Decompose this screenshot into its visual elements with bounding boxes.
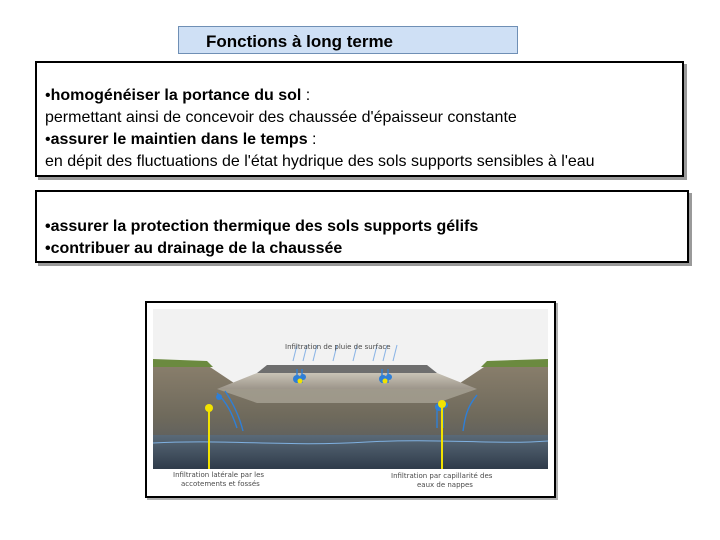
cross-section-illustration (147, 303, 554, 496)
base-layer (217, 373, 477, 389)
protection-drainage-box (35, 190, 689, 263)
bullet-homogenize-bold: homogénéiser la portance du sol (50, 87, 302, 104)
label-capillary-infiltration-1: Infiltration par capillarité des (391, 472, 493, 480)
label-lateral-infiltration-2: accotements et fossés (181, 480, 260, 488)
bullet-homogenize (45, 85, 682, 107)
bullet-maintain (45, 129, 682, 151)
capping-layer (217, 389, 477, 403)
label-surface-infiltration: Infiltration de pluie de surface (285, 343, 391, 351)
marker-dot-surface-left (298, 379, 303, 384)
surface-layer (257, 365, 437, 373)
title-box (178, 26, 518, 54)
label-capillary-infiltration-2: eaux de nappes (417, 481, 473, 489)
bullet-maintain-bold: assurer le maintien dans le temps (50, 131, 308, 148)
bullet-thermal-protection: •assurer la protection thermique des sols supports gélifs (45, 218, 479, 235)
road-cross-section-figure (145, 301, 556, 498)
bullet-homogenize-rest: : (301, 87, 311, 104)
homogenize-detail: permettant ainsi de concevoir des chaussée d'épaisseur constante (45, 109, 517, 126)
page-title: Fonctions à long terme (206, 32, 394, 51)
bullet-maintain-rest: : (307, 131, 317, 148)
water-table-layer (153, 435, 548, 469)
bullet-drainage: •contribuer au drainage de la chaussée (45, 240, 343, 257)
marker-dot-capillary (438, 400, 446, 408)
maintain-detail: en dépit des fluctuations de l'état hydrique des sols supports sensibles à l'eau (45, 153, 595, 170)
long-term-functions-box (35, 61, 684, 177)
marker-dot-surface-right (383, 379, 388, 384)
label-lateral-infiltration-1: Infiltration latérale par les (173, 471, 265, 479)
marker-dot-lateral (205, 404, 213, 412)
bullet-mark: • (45, 131, 51, 148)
bullet-mark: • (45, 87, 51, 104)
